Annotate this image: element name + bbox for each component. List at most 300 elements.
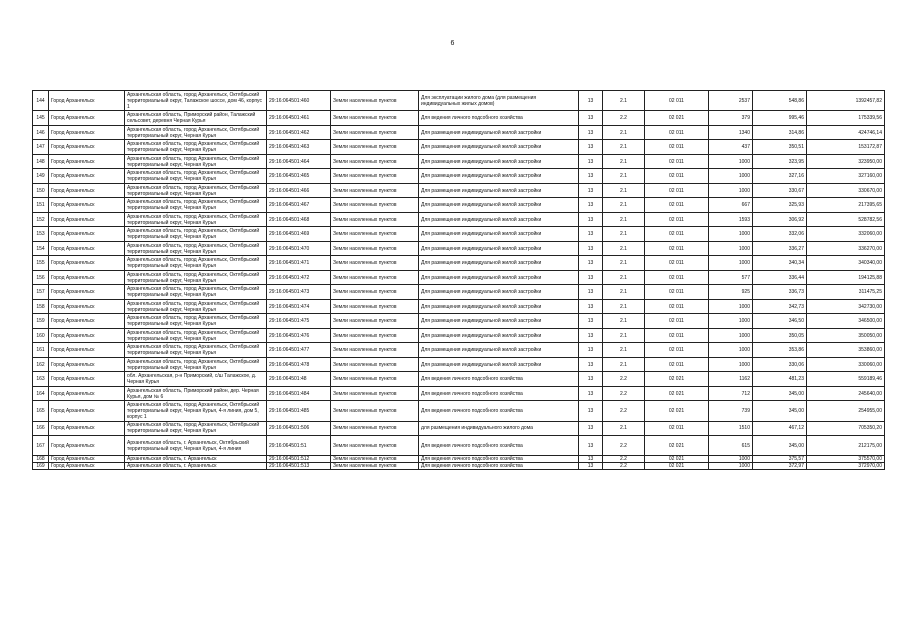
land-category-cell: Земли населенных пунктов [331,111,419,126]
table-row [33,314,885,329]
row-number: 145 [33,111,49,126]
permitted-use-cell: Для размещения индивидуальной жилой застройки [419,241,579,256]
specific-value-cell: 336,44 [753,270,807,285]
area-cell: 925 [709,285,753,300]
land-category-cell: Земли населенных пунктов [331,227,419,242]
use-code-cell: 02 021 [645,456,709,463]
subgroup-cell: 2.1 [603,140,645,155]
specific-value-cell: 342,73 [753,299,807,314]
municipality-cell: Город Архангельск [49,241,125,256]
table-row [33,169,885,184]
use-code-cell: 02 021 [645,386,709,401]
area-cell: 1162 [709,372,753,387]
permitted-use-cell: Для размещения индивидуальной жилой застройки [419,227,579,242]
cadastral-value-cell: 311475,25 [807,285,885,300]
permitted-use-cell: Для ведения личного подсобного хозяйства [419,372,579,387]
use-code-cell: 02 011 [645,299,709,314]
permitted-use-cell: Для размещения индивидуальной жилой застройки [419,328,579,343]
area-cell: 1000 [709,456,753,463]
group-cell: 13 [579,285,603,300]
use-code-cell: 02 011 [645,328,709,343]
use-code-cell: 02 011 [645,227,709,242]
land-category-cell: Земли населенных пунктов [331,328,419,343]
cadastral-number-cell: 29:16:064501:470 [267,241,331,256]
cadastral-value-cell: 705350,20 [807,421,885,436]
subgroup-cell: 2.1 [603,169,645,184]
municipality-cell: Город Архангельск [49,386,125,401]
row-number: 151 [33,198,49,213]
land-category-cell: Земли населенных пунктов [331,386,419,401]
row-number: 155 [33,256,49,271]
address-cell: Архангельская область, город Архангельск, Октябрьский территориальный округ, Черная Курья [125,421,267,436]
area-cell: 379 [709,111,753,126]
cadastral-value-cell: 424746,14 [807,125,885,140]
specific-value-cell: 330,06 [753,357,807,372]
municipality-cell: Город Архангельск [49,401,125,421]
permitted-use-cell: Для ведения личного подсобного хозяйства [419,463,579,470]
area-cell: 2537 [709,91,753,111]
address-cell: Архангельская область, город Архангельск, Октябрьский территориальный округ, Черная Курья [125,285,267,300]
specific-value-cell: 346,50 [753,314,807,329]
cadastral-number-cell: 29:16:064501:48 [267,372,331,387]
cadastral-number-cell: 29:16:064501:51 [267,436,331,456]
address-cell: Архангельская область, город Архангельск, Октябрьский территориальный округ, Талажское шоссе, дом 46, корпус 1 [125,91,267,111]
municipality-cell: Город Архангельск [49,314,125,329]
area-cell: 1000 [709,357,753,372]
permitted-use-cell: Для размещения индивидуальной жилой застройки [419,357,579,372]
group-cell: 13 [579,357,603,372]
municipality-cell: Город Архангельск [49,169,125,184]
group-cell: 13 [579,270,603,285]
area-cell: 1000 [709,343,753,358]
area-cell: 1000 [709,227,753,242]
land-category-cell: Земли населенных пунктов [331,183,419,198]
row-number: 161 [33,343,49,358]
specific-value-cell: 314,86 [753,125,807,140]
group-cell: 13 [579,401,603,421]
area-cell: 1593 [709,212,753,227]
land-category-cell: Земли населенных пунктов [331,456,419,463]
use-code-cell: 02 011 [645,343,709,358]
permitted-use-cell: Для эксплуатации жилого дома (для размещения индивидуальных жилых домов) [419,91,579,111]
cadastral-number-cell: 29:16:064501:469 [267,227,331,242]
permitted-use-cell: Для размещения индивидуальной жилой застройки [419,198,579,213]
subgroup-cell: 2.1 [603,421,645,436]
group-cell: 13 [579,314,603,329]
group-cell: 13 [579,91,603,111]
cadastral-value-cell: 212175,00 [807,436,885,456]
table-row [33,91,885,111]
address-cell: Архангельская область, город Архангельск, Октябрьский территориальный округ, Черная Курья [125,357,267,372]
cadastral-number-cell: 29:16:064501:512 [267,456,331,463]
subgroup-cell: 2.2 [603,386,645,401]
specific-value-cell: 340,34 [753,256,807,271]
land-category-cell: Земли населенных пунктов [331,154,419,169]
row-number: 159 [33,314,49,329]
row-number: 166 [33,421,49,436]
row-number: 147 [33,140,49,155]
permitted-use-cell: Для ведения личного подсобного хозяйства [419,111,579,126]
subgroup-cell: 2.1 [603,314,645,329]
subgroup-cell: 2.1 [603,299,645,314]
subgroup-cell: 2.1 [603,357,645,372]
specific-value-cell: 345,00 [753,401,807,421]
land-category-cell: Земли населенных пунктов [331,140,419,155]
use-code-cell: 02 011 [645,140,709,155]
subgroup-cell: 2.1 [603,183,645,198]
address-cell: Архангельская область, город Архангельск, Октябрьский территориальный округ, Черная Курья, 4-я линия, дом 5, корпус 1 [125,401,267,421]
cadastral-value-cell: 350050,00 [807,328,885,343]
row-number: 152 [33,212,49,227]
cadastral-value-cell: 372970,00 [807,463,885,470]
land-category-cell: Земли населенных пунктов [331,198,419,213]
cadastral-value-cell: 330670,00 [807,183,885,198]
subgroup-cell: 2.1 [603,125,645,140]
use-code-cell: 02 011 [645,285,709,300]
use-code-cell: 02 021 [645,436,709,456]
area-cell: 577 [709,270,753,285]
use-code-cell: 02 011 [645,169,709,184]
group-cell: 13 [579,456,603,463]
subgroup-cell: 2.2 [603,436,645,456]
address-cell: Архангельская область, город Архангельск, Октябрьский территориальный округ, Черная Курья [125,212,267,227]
cadastral-number-cell: 29:16:064501:460 [267,91,331,111]
municipality-cell: Город Архангельск [49,212,125,227]
cadastral-value-cell: 346500,00 [807,314,885,329]
cadastral-number-cell: 29:16:064501:513 [267,463,331,470]
land-category-cell: Земли населенных пунктов [331,421,419,436]
table-row [33,140,885,155]
row-number: 153 [33,227,49,242]
specific-value-cell: 325,93 [753,198,807,213]
cadastral-value-cell: 245640,00 [807,386,885,401]
land-category-cell: Земли населенных пунктов [331,285,419,300]
specific-value-cell: 336,27 [753,241,807,256]
area-cell: 712 [709,386,753,401]
cadastral-value-cell: 194125,88 [807,270,885,285]
specific-value-cell: 332,06 [753,227,807,242]
permitted-use-cell: Для размещения индивидуальной жилой застройки [419,343,579,358]
permitted-use-cell: Для размещения индивидуальной жилой застройки [419,270,579,285]
area-cell: 615 [709,436,753,456]
subgroup-cell: 2.1 [603,256,645,271]
land-category-cell: Земли населенных пунктов [331,241,419,256]
area-cell: 437 [709,140,753,155]
subgroup-cell: 2.2 [603,463,645,470]
use-code-cell: 02 011 [645,91,709,111]
group-cell: 13 [579,154,603,169]
land-category-cell: Земли населенных пунктов [331,343,419,358]
cadastral-number-cell: 29:16:064501:471 [267,256,331,271]
cadastral-value-cell: 323950,00 [807,154,885,169]
area-cell: 1340 [709,125,753,140]
subgroup-cell: 2.1 [603,241,645,256]
row-number: 158 [33,299,49,314]
permitted-use-cell: Для размещения индивидуальной жилой застройки [419,140,579,155]
address-cell: Архангельская область, Приморский район, дер. Черная Курья, дом № 6 [125,386,267,401]
area-cell: 1000 [709,256,753,271]
row-number: 162 [33,357,49,372]
table-row [33,285,885,300]
cadastral-number-cell: 29:16:064501:467 [267,198,331,213]
subgroup-cell: 2.1 [603,328,645,343]
municipality-cell: Город Архангельск [49,299,125,314]
land-category-cell: Земли населенных пунктов [331,212,419,227]
permitted-use-cell: Для ведения личного подсобного хозяйства [419,401,579,421]
cadastral-value-table [32,90,885,470]
specific-value-cell: 345,00 [753,386,807,401]
area-cell: 667 [709,198,753,213]
specific-value-cell: 375,57 [753,456,807,463]
subgroup-cell: 2.2 [603,111,645,126]
table-row [33,270,885,285]
row-number: 144 [33,91,49,111]
subgroup-cell: 2.1 [603,91,645,111]
table-row [33,198,885,213]
address-cell: Архангельская область, Приморский район, Талажский сельсовет, деревня Черная Курья [125,111,267,126]
cadastral-value-cell: 342730,00 [807,299,885,314]
address-cell: Архангельская область, город Архангельск, Октябрьский территориальный округ, Черная Курья [125,227,267,242]
row-number: 165 [33,401,49,421]
subgroup-cell: 2.1 [603,212,645,227]
municipality-cell: Город Архангельск [49,154,125,169]
use-code-cell: 02 011 [645,212,709,227]
cadastral-number-cell: 29:16:064501:461 [267,111,331,126]
municipality-cell: Город Архангельск [49,463,125,470]
address-cell: Архангельская область, город Архангельск, Октябрьский территориальный округ, Черная Курья [125,198,267,213]
municipality-cell: Город Архангельск [49,343,125,358]
address-cell: Архангельская область, город Архангельск, Октябрьский территориальный округ, Черная Курья [125,183,267,198]
cadastral-number-cell: 29:16:064501:506 [267,421,331,436]
land-category-cell: Земли населенных пунктов [331,169,419,184]
cadastral-value-cell: 353860,00 [807,343,885,358]
municipality-cell: Город Архангельск [49,285,125,300]
permitted-use-cell: Для размещения индивидуальной жилой застройки [419,169,579,184]
municipality-cell: Город Архангельск [49,270,125,285]
row-number: 154 [33,241,49,256]
cadastral-value-cell: 217395,65 [807,198,885,213]
group-cell: 13 [579,372,603,387]
address-cell: Архангельская область, г. Архангельск, Октябрьский территориальный округ, Черная Курья, 4-я линия [125,436,267,456]
address-cell: Архангельская область, г. Архангельск [125,456,267,463]
cadastral-value-cell: 336270,00 [807,241,885,256]
group-cell: 13 [579,111,603,126]
municipality-cell: Город Архангельск [49,198,125,213]
table-row [33,463,885,470]
use-code-cell: 02 011 [645,314,709,329]
municipality-cell: Город Архангельск [49,125,125,140]
address-cell: Архангельская область, город Архангельск, Октябрьский территориальный округ, Черная Курья [125,154,267,169]
row-number: 149 [33,169,49,184]
address-cell: Архангельская область, город Архангельск, Октябрьский территориальный округ, Черная Курья [125,314,267,329]
land-category-cell: Земли населенных пунктов [331,372,419,387]
specific-value-cell: 327,16 [753,169,807,184]
subgroup-cell: 2.1 [603,285,645,300]
subgroup-cell: 2.2 [603,401,645,421]
row-number: 168 [33,456,49,463]
specific-value-cell: 350,05 [753,328,807,343]
specific-value-cell: 372,97 [753,463,807,470]
cadastral-value-cell: 254955,00 [807,401,885,421]
subgroup-cell: 2.1 [603,227,645,242]
table-row [33,436,885,456]
municipality-cell: Город Архангельск [49,140,125,155]
cadastral-number-cell: 29:16:064501:465 [267,169,331,184]
group-cell: 13 [579,421,603,436]
table-row [33,183,885,198]
address-cell: Архангельская область, г. Архангельск [125,463,267,470]
cadastral-number-cell: 29:16:064501:473 [267,285,331,300]
use-code-cell: 02 011 [645,241,709,256]
permitted-use-cell: Для размещения индивидуальной жилой застройки [419,183,579,198]
cadastral-number-cell: 29:16:064501:462 [267,125,331,140]
specific-value-cell: 353,86 [753,343,807,358]
subgroup-cell: 2.2 [603,456,645,463]
cadastral-number-cell: 29:16:064501:485 [267,401,331,421]
group-cell: 13 [579,343,603,358]
table-row [33,212,885,227]
row-number: 156 [33,270,49,285]
row-number: 148 [33,154,49,169]
use-code-cell: 02 021 [645,463,709,470]
municipality-cell: Город Архангельск [49,256,125,271]
table-row [33,343,885,358]
permitted-use-cell: для размещения индивидуального жилого дома [419,421,579,436]
permitted-use-cell: Для ведения личного подсобного хозяйства [419,456,579,463]
specific-value-cell: 306,92 [753,212,807,227]
land-category-cell: Земли населенных пунктов [331,270,419,285]
use-code-cell: 02 021 [645,372,709,387]
cadastral-value-cell: 375570,00 [807,456,885,463]
permitted-use-cell: Для размещения индивидуальной жилой застройки [419,285,579,300]
area-cell: 1000 [709,328,753,343]
permitted-use-cell: Для ведения личного подсобного хозяйства [419,386,579,401]
group-cell: 13 [579,169,603,184]
row-number: 150 [33,183,49,198]
permitted-use-cell: Для размещения индивидуальной жилой застройки [419,256,579,271]
cadastral-value-cell: 330060,00 [807,357,885,372]
cadastral-number-cell: 29:16:064501:464 [267,154,331,169]
group-cell: 13 [579,125,603,140]
land-category-cell: Земли населенных пунктов [331,357,419,372]
area-cell: 1000 [709,463,753,470]
group-cell: 13 [579,436,603,456]
permitted-use-cell: Для размещения индивидуальной жилой застройки [419,314,579,329]
use-code-cell: 02 011 [645,357,709,372]
table-row [33,456,885,463]
area-cell: 1000 [709,169,753,184]
address-cell: обл. Архангельская, р-н Приморский, с/ш Талажское, д. Черная Курья [125,372,267,387]
row-number: 169 [33,463,49,470]
land-category-cell: Земли населенных пунктов [331,436,419,456]
row-number: 157 [33,285,49,300]
page-number: 6 [450,40,455,47]
permitted-use-cell: Для размещения индивидуальной жилой застройки [419,212,579,227]
cadastral-table-container [32,90,884,470]
use-code-cell: 02 011 [645,256,709,271]
table-row [33,386,885,401]
cadastral-number-cell: 29:16:064501:468 [267,212,331,227]
group-cell: 13 [579,328,603,343]
group-cell: 13 [579,183,603,198]
area-cell: 1000 [709,241,753,256]
area-cell: 1000 [709,154,753,169]
group-cell: 13 [579,212,603,227]
municipality-cell: Город Архангельск [49,183,125,198]
municipality-cell: Город Архангельск [49,91,125,111]
cadastral-number-cell: 29:16:064501:484 [267,386,331,401]
permitted-use-cell: Для ведения личного подсобного хозяйства [419,436,579,456]
use-code-cell: 02 011 [645,270,709,285]
group-cell: 13 [579,299,603,314]
land-category-cell: Земли населенных пунктов [331,299,419,314]
cadastral-value-cell: 559189,46 [807,372,885,387]
cadastral-value-cell: 528782,56 [807,212,885,227]
municipality-cell: Город Архангельск [49,436,125,456]
row-number: 167 [33,436,49,456]
group-cell: 13 [579,256,603,271]
land-category-cell: Земли населенных пунктов [331,125,419,140]
table-body [33,91,885,470]
cadastral-number-cell: 29:16:064501:477 [267,343,331,358]
specific-value-cell: 345,00 [753,436,807,456]
address-cell: Архангельская область, город Архангельск, Октябрьский территориальный округ, Черная Курья [125,270,267,285]
table-row [33,299,885,314]
cadastral-number-cell: 29:16:064501:463 [267,140,331,155]
use-code-cell: 02 021 [645,401,709,421]
municipality-cell: Город Архангельск [49,456,125,463]
table-row [33,328,885,343]
cadastral-value-cell: 332060,00 [807,227,885,242]
cadastral-number-cell: 29:16:064501:466 [267,183,331,198]
permitted-use-cell: Для размещения индивидуальной жилой застройки [419,299,579,314]
cadastral-value-cell: 340340,00 [807,256,885,271]
group-cell: 13 [579,386,603,401]
use-code-cell: 02 011 [645,154,709,169]
permitted-use-cell: Для размещения индивидуальной жилой застройки [419,125,579,140]
specific-value-cell: 467,12 [753,421,807,436]
municipality-cell: Город Архангельск [49,421,125,436]
row-number: 164 [33,386,49,401]
table-row [33,241,885,256]
specific-value-cell: 323,95 [753,154,807,169]
cadastral-number-cell: 29:16:064501:478 [267,357,331,372]
cadastral-value-cell: 175339,56 [807,111,885,126]
table-row [33,421,885,436]
address-cell: Архангельская область, город Архангельск, Октябрьский территориальный округ, Черная Курья [125,140,267,155]
area-cell: 739 [709,401,753,421]
group-cell: 13 [579,140,603,155]
subgroup-cell: 2.1 [603,198,645,213]
area-cell: 1000 [709,183,753,198]
subgroup-cell: 2.1 [603,270,645,285]
group-cell: 13 [579,241,603,256]
address-cell: Архангельская область, город Архангельск, Октябрьский территориальный округ, Черная Курья [125,328,267,343]
subgroup-cell: 2.2 [603,372,645,387]
subgroup-cell: 2.1 [603,343,645,358]
use-code-cell: 02 011 [645,125,709,140]
address-cell: Архангельская область, город Архангельск, Октябрьский территориальный округ, Черная Курья [125,241,267,256]
address-cell: Архангельская область, город Архангельск, Октябрьский территориальный округ, Черная Курья [125,169,267,184]
table-row [33,401,885,421]
land-category-cell: Земли населенных пунктов [331,463,419,470]
municipality-cell: Город Архангельск [49,227,125,242]
specific-value-cell: 330,67 [753,183,807,198]
use-code-cell: 02 011 [645,183,709,198]
group-cell: 13 [579,198,603,213]
table-row [33,357,885,372]
group-cell: 13 [579,463,603,470]
